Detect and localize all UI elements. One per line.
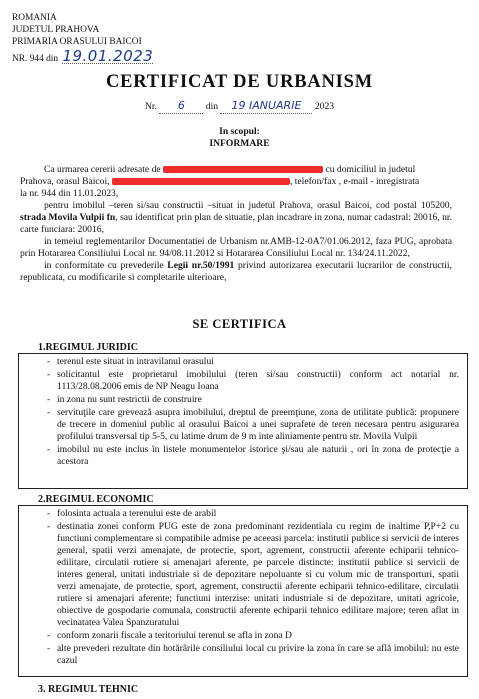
nr-label: Nr.	[144, 101, 157, 112]
intro-line3: la nr. 944 din 11.01.2023,	[20, 188, 119, 199]
section2-title: 2.REGIMUL ECONOMIC	[38, 494, 154, 505]
intro-line1-start: Ca urmarea cererii adresate de	[44, 164, 161, 175]
certifies-heading: SE CERTIFICA	[192, 317, 287, 331]
law-name: Legii nr.50/1991	[167, 260, 235, 271]
certificate-year: 2023	[314, 101, 335, 112]
section1-item: - imobilul nu este inclus în listele monumentelor istorice şi/sau ale naturii , ori în zona de protecţie a acestora	[45, 444, 459, 468]
intro-line1-end: cu domiciliul in judetul	[325, 164, 416, 175]
section2-item: - folosinta actuala a terenului este de arabil	[45, 508, 459, 520]
scope-value: INFORMARE	[209, 138, 270, 149]
certificate-number: 6	[177, 99, 185, 112]
intro-line2-start: Prahova, orasul Baicoi,	[20, 176, 110, 187]
section1-box	[18, 353, 468, 489]
header-registration	[12, 47, 154, 66]
din-label: din	[205, 101, 219, 112]
section1-item: - solicitantul este proprietarul imobilului (teren si/sau constructii) conform act notarial nr. 1113/28.08.2006 emis de NP Neagu Ioana	[45, 369, 459, 393]
certificate-date: 19 IANUARIE	[231, 99, 302, 112]
property-text-a: pentru imobilul –teren si/sau constructii –situat in judetul Prahova, orasul Baicoi, cod postal 105200,	[44, 200, 452, 211]
law-text-c: privind autorizarea executarii lucrarilor de constructii, republicata, cu modificarile si completarile ulterioare,	[20, 260, 452, 283]
redaction-bar	[112, 178, 290, 185]
section2-list	[19, 506, 467, 667]
section1-item: - servituţile care greveazǎ asupra imobilului, dreptul de preemţiune, zona de utilitate publicǎ: propunere de trecere in domeniul public al orasului Baicoi a unei suprafete de teren necesara pentru asigurarea profilului transversal tip 5-5, cu latime drum de 9 m inte aliniamente pentru str. Movila Vulpii	[45, 407, 459, 443]
intro-line2-end: , telefon/fax , e-mail - inregistrata	[289, 176, 420, 187]
section2-box	[18, 505, 468, 677]
section1-title: 1.REGIMUL JURIDIC	[38, 342, 139, 353]
law-text-a: in conformitate cu prevederile	[44, 260, 168, 271]
header-country: ROMANIA	[12, 13, 57, 23]
registration-prefix: NR. 944 din	[12, 54, 59, 64]
section1-item: - terenul este situat in intravilanul orasului	[45, 356, 459, 368]
property-text-c: , sau identificat prin plan de situatie, plan incadrare in zona, numar cadastral: 20016, nr. carte funciara: 20016,	[20, 212, 452, 235]
section2-item: - alte prevederi rezultate din hotărârile consiliului local cu privire la zona în care se află imobilul: nu este cazul	[45, 643, 459, 667]
intro-legal-basis: in temeiul reglementarilor Documentatiei de Urbanism nr.AMB-12-0A7/01.06.2012, faza PUG, aprobata prin Hotararea Consiliului Local nr. 94/08.11.2012 si Hotararea Consiliului Local nr. 134/24.11.2022,	[20, 236, 452, 259]
header-county: JUDETUL PRAHOVA	[12, 25, 100, 35]
scope-label: In scopul:	[219, 126, 260, 137]
intro-law-paragraph	[20, 260, 452, 284]
document-title: CERTIFICAT DE URBANISM	[105, 72, 374, 92]
certificate-number-line	[0, 100, 479, 114]
header-city-hall: PRIMARIA ORASULUI BAICOI	[12, 37, 142, 47]
section2-item: - conform zonarii fiscale a teritoriului terenul se afla in zona D	[45, 630, 459, 642]
section1-item: - in zona nu sunt restrictii de construire	[45, 394, 459, 406]
intro-paragraph	[20, 164, 452, 284]
intro-property-paragraph	[20, 200, 452, 236]
section3-title: 3. REGIMUL TEHNIC	[38, 684, 139, 695]
registration-date-handwritten: 19.01.2023	[62, 47, 154, 65]
section2-item: - destinatia zonei conform PUG este de zona predominant rezidentiala cu regim de inaltime P,P+2 cu functiuni complementare si compatibile admise pe aceeasi parcela: institutii publice si servicii de interes general, spatii verzi amenajate, de protectie, sport, agrement, constructii aferente echiparii tehnico-edilitare, circulatii rutiere si amenajari aferente, pe parcele distincte: institutii publice si servicii de interes general, unitati industriale si de depozitare nepoluante si cu volum mic de transporturi, spatii verzi amenajate, de protectie, sport, agrement, constructii aferente echiparii tehnico-edilitare, circulatii rutiere si amenajari aferente; functiuni interzise: unitati industriale si de depozitare, unitati agricole, obiective de gospodarie comunala, constructii aferente echiparii tehnico edilitare majore; teren aflat in vecinatatea Valea Spanzuratului	[45, 521, 459, 629]
redaction-bar	[163, 166, 323, 173]
section1-list	[19, 354, 467, 468]
property-street: strada Movila Vulpii fn	[20, 212, 116, 223]
